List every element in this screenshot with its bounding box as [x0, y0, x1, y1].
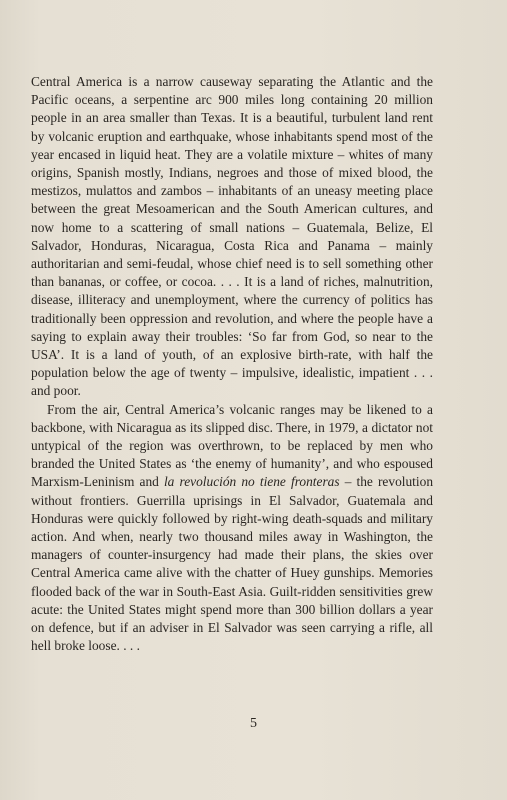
paragraph-2-text-a: From the air, Central America’s volcanic ranges may be likened to a backbone, with Nicaragua as its slipped disc. There, in 1979, a dictator not untypical of the region was overthrown, to be replaced by men who branded the United States as ‘the enemy of humanity’, and who espoused Marxism-Leninism and [31, 401, 433, 490]
page-number: 5 [250, 716, 257, 731]
body-text [31, 73, 433, 656]
paragraph-1 [31, 73, 433, 401]
paragraph-2 [31, 401, 433, 656]
paragraph-2-italic-phrase: la revolución no tiene fronteras [163, 474, 340, 490]
paragraph-2-text-b: – the revolution without frontiers. Guerrilla uprisings in El Salvador, Guatemala and Honduras were quickly followed by right-wing death-squads and military action. And when, nearly two thousand miles away in Washington, the managers of counter-insurgency had made their plans, the skies over Central America came alive with the chatter of Huey gunships. Memories flooded back of the war in South-East Asia. Guilt-ridden sensitivities grew acute: the United States might spend more than 300 billion dollars a year on defence, but if an adviser in El Salvador was seen carrying a rifle, all hell broke loose. . . . [31, 474, 434, 654]
paragraph-1-text: Central America is a narrow causeway separating the Atlantic and the Pacific oceans, a serpentine arc 900 miles long containing 20 million people in an area smaller than Texas. It is a beautiful, turbulent land rent by volcanic eruption and earthquake, whose inhabitants spend most of the year encased in liquid heat. They are a volatile mixture – whites of many origins, Spanish mostly, Indians, negroes and those of mixed blood, the mestizos, mulattos and zambos – inhabitants of an uneasy meeting place between the great Mesoamerican and the South American cultures, and now home to a scattering of small nations – Guatemala, Belize, El Salvador, Honduras, Nicaragua, Costa Rica and Panama – mainly authoritarian and semi-feudal, whose chief need is to sell something other than bananas, or coffee, or cocoa. . . . It is a land of riches, malnutrition, disease, illiteracy and unemployment, where the currency of politics has traditionally been oppression and revolution, and where the people have a saying to explain away their troubles: ‘So far from God, so near to the USA’. It is a land of youth, of an explosive birth-rate, with half the population below the age of twenty – impulsive, idealistic, impatient . . . and poor. [31, 74, 433, 399]
